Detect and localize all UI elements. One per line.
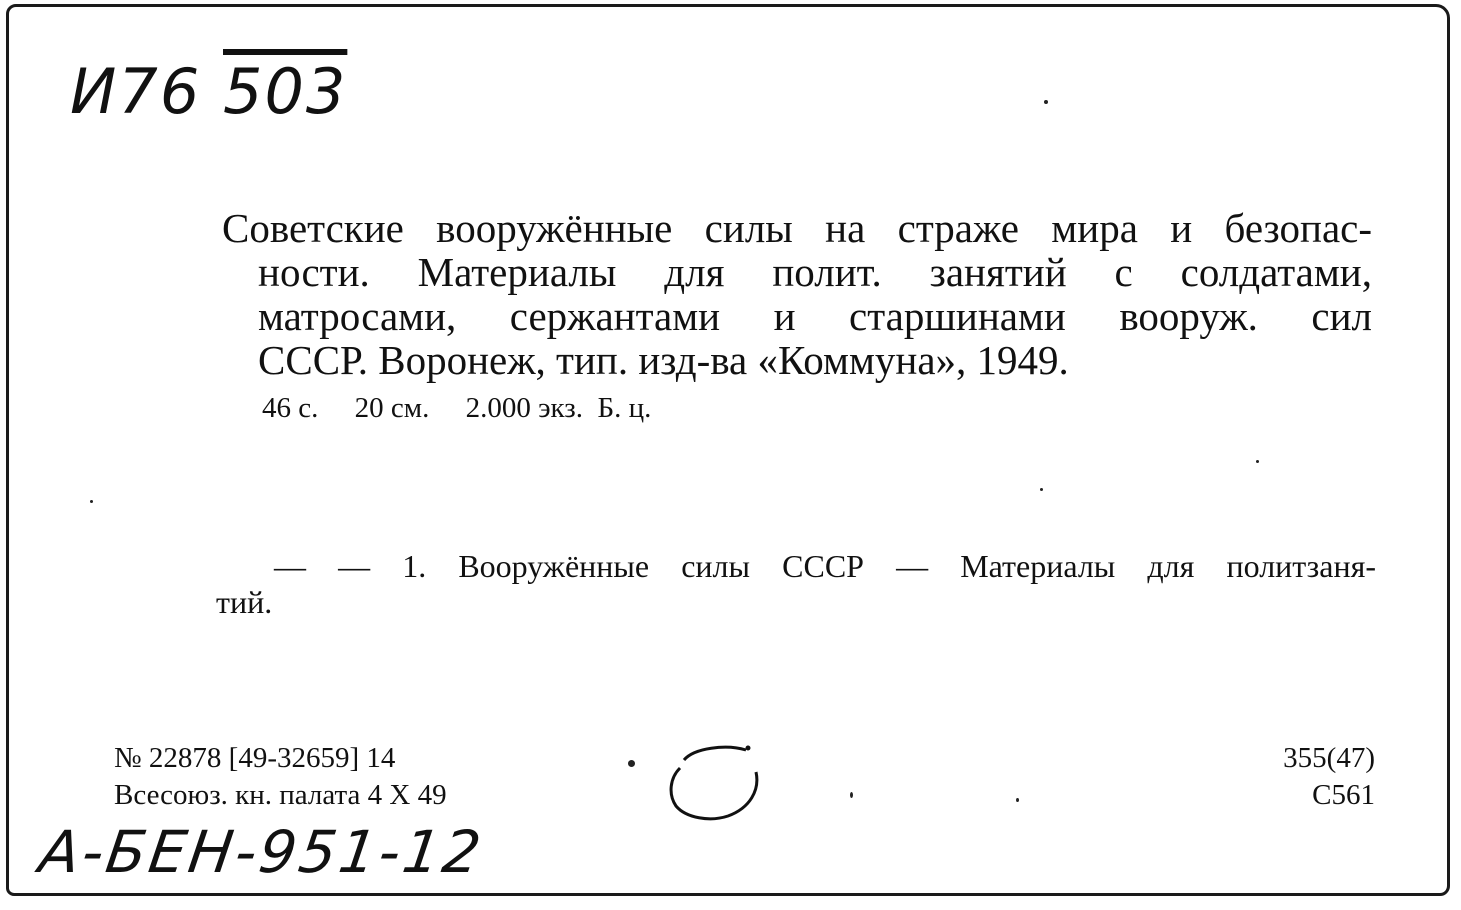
inventory-number: 503 bbox=[223, 55, 348, 128]
paper-speck bbox=[1040, 488, 1043, 491]
bibliographic-title bbox=[222, 206, 1382, 382]
udc-code: 355(47) bbox=[1283, 742, 1375, 774]
subject-heading bbox=[216, 548, 1376, 620]
physical-description: 46 с. 20 см. 2.000 экз. Б. ц. bbox=[262, 392, 652, 424]
paper-speck bbox=[1016, 798, 1019, 802]
author-mark: С561 bbox=[1312, 779, 1375, 811]
punch-hole-mark bbox=[664, 742, 764, 824]
registration-info bbox=[114, 740, 447, 814]
subject-line: тий. bbox=[216, 584, 273, 620]
registration-number: № 22878 [49-32659] 14 bbox=[114, 742, 396, 774]
title-line: ности. Материалы для полит. занятий с солдатами, bbox=[258, 249, 1372, 295]
paper-speck bbox=[1256, 460, 1259, 463]
paper-speck bbox=[850, 792, 853, 798]
title-line: матросами, сержантами и старшинами вооруж. сил bbox=[258, 293, 1372, 339]
paper-speck bbox=[90, 500, 93, 503]
paper-speck bbox=[628, 760, 635, 767]
title-line: СССР. Воронеж, тип. изд-ва «Коммуна», 1949. bbox=[258, 337, 1069, 383]
handwritten-shelf-code: А-БЕН-951-12 bbox=[35, 818, 488, 886]
paper-speck bbox=[1044, 100, 1048, 104]
subject-line: — — 1. Вооружённые силы СССР — Материалы для политзаня- bbox=[274, 548, 1376, 584]
inventory-prefix: И76 bbox=[70, 55, 202, 128]
title-line: Советские вооружённые силы на страже мира и безопас- bbox=[222, 205, 1372, 251]
classification-codes bbox=[1283, 740, 1375, 814]
chamber-date: Всесоюз. кн. палата 4 X 49 bbox=[114, 779, 447, 811]
handwritten-inventory-number bbox=[70, 55, 347, 128]
